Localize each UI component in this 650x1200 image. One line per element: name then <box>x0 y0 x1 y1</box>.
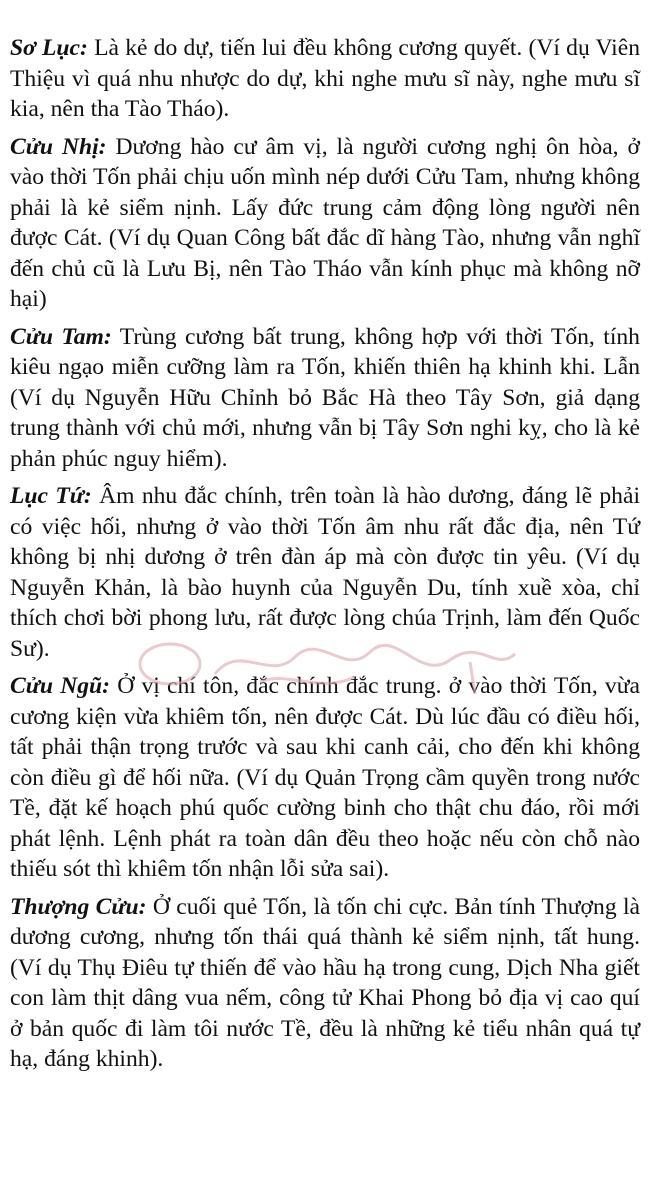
entry-luc-tu <box>10 481 640 664</box>
entry-text: Dương hào cư âm vị, là người cương nghị ôn hòa, ở vào thời Tốn phải chịu uốn mình nép dưới Cửu Tam, nhưng không phải là kẻ siểm nịnh. Lấy đức trung cảm động lòng người nên được Cát. (Ví dụ Quan Công bất đắc dĩ hàng Tào, nhưng vẫn nghĩ đến chủ cũ là Lưu Bị, nên Tào Tháo vẫn kính phục mà không nỡ hại) <box>10 133 640 312</box>
entry-term: Sơ Lục: <box>10 35 88 61</box>
entry-term: Lục Tứ: <box>10 483 92 509</box>
entry-text: Là kẻ do dự, tiến lui đều không cương quyết. (Ví dụ Viên Thiệu vì quá nhu nhược do dự, khi nghe mưu sĩ này, nghe mưu sĩ kia, nên tha Tào Tháo). <box>10 35 640 122</box>
entry-text: Trùng cương bất trung, không hợp với thời Tốn, tính kiêu ngạo miễn cưỡng làm ra Tốn, khiến thiên hạ khinh khi. Lẫn (Ví dụ Nguyễn Hữu Chỉnh bỏ Bắc Hà theo Tây Sơn, giả dạng trung thành với chủ mới, nhưng vẫn bị Tây Sơn nghi kỵ, cho là kẻ phản phúc nguy hiểm). <box>10 323 640 472</box>
entry-cuu-ngu <box>10 671 640 885</box>
entry-text: Âm nhu đắc chính, trên toàn là hào dương, đáng lẽ phải có việc hối, nhưng ở vào thời Tốn âm nhu rất đắc địa, nên Tứ không bị nhị dương ở trên đàn áp mà còn được tin yêu. (Ví dụ Nguyễn Khản, là bào huynh của Nguyễn Du, tính xuề xòa, chỉ thích chơi bời phong lưu, rất được lòng chúa Trịnh, làm đến Quốc Sư). <box>10 483 641 662</box>
entry-term: Cửu Ngũ: <box>10 673 111 699</box>
entry-text: Ở cuối quẻ Tốn, là tốn chi cực. Bản tính Thượng là dương cương, nhưng tốn thái quá thành kẻ siểm nịnh, tất hung. (Ví dụ Thụ Điêu tự thiến để vào hầu hạ trong cung, Dịch Nha giết con làm thịt dâng vua nếm, công tử Khai Phong bỏ địa vị cao quí ở bản quốc đi làm tôi nước Tề, đều là những kẻ tiểu nhân quá tự hạ, đáng khinh). <box>10 893 641 1072</box>
entry-so-luc <box>10 33 640 125</box>
entry-cuu-tam <box>10 322 640 475</box>
entry-term: Cửu Tam: <box>10 323 112 350</box>
entry-term: Cửu Nhị: <box>10 133 107 160</box>
entry-text: Ở vị chí tôn, đắc chính đắc trung. ở vào thời Tốn, vừa cương kiện vừa khiêm tốn, nên được Cát. Dù lúc đầu có điều hối, tất phải thận trọng trước và sau khi canh cải, cho đến khi không còn điều gì để hối nữa. (Ví dụ Quản Trọng cầm quyền trong nước Tề, đặt kế hoạch phú quốc cường binh cho thật chu đáo, rồi mới phát lệnh. Lệnh phát ra toàn dân đều theo hoặc nếu còn chỗ nào thiếu sót thì khiêm tốn nhận lỗi sửa sai). <box>10 673 640 882</box>
entry-thuong-cuu <box>10 892 640 1075</box>
entry-cuu-nhi <box>10 132 640 315</box>
entry-term: Thượng Cửu: <box>10 893 147 920</box>
